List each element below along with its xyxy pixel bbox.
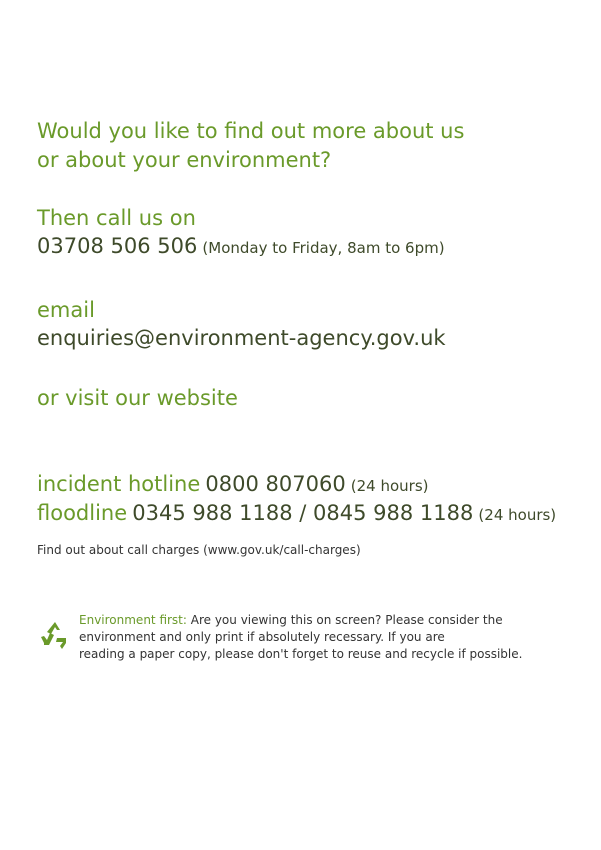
intro-line-1: Would you like to find out more about us	[37, 119, 465, 143]
incident-line	[37, 472, 429, 496]
floodline-hours: (24 hours)	[478, 506, 557, 524]
incident-label: incident hotline	[37, 472, 201, 496]
call-heading: Then call us on	[37, 206, 196, 230]
environment-note-text-1: Are you viewing this on screen? Please consider the	[186, 613, 503, 627]
email-address[interactable]: enquiries@environment-agency.gov.uk	[37, 326, 446, 350]
environment-note-lead: Environment first:	[79, 613, 187, 627]
incident-hours: (24 hours)	[350, 477, 429, 495]
intro-heading	[37, 117, 464, 175]
phone-hours: (Monday to Friday, 8am to 6pm)	[202, 239, 445, 257]
floodline-number[interactable]: 0345 988 1188 / 0845 988 1188	[132, 501, 474, 525]
incident-number[interactable]: 0800 807060	[205, 472, 346, 496]
environment-note-line-1	[79, 612, 594, 629]
intro-line-2: or about your environment?	[37, 148, 332, 172]
environment-note-line-3: reading a paper copy, please don't forget to reuse and recycle if possible.	[79, 647, 523, 661]
floodline-line	[37, 501, 556, 525]
recycle-icon	[38, 619, 72, 653]
website-link[interactable]: or visit our website	[37, 386, 238, 410]
call-line	[37, 234, 445, 258]
environment-note	[79, 612, 594, 663]
floodline-label: floodline	[37, 501, 128, 525]
email-label: email	[37, 298, 95, 322]
call-charges-link[interactable]: Find out about call charges (www.gov.uk/call-charges)	[37, 543, 361, 557]
environment-note-line-2: environment and only print if absolutely recessary. If you are	[79, 630, 445, 644]
phone-number[interactable]: 03708 506 506	[37, 234, 198, 258]
